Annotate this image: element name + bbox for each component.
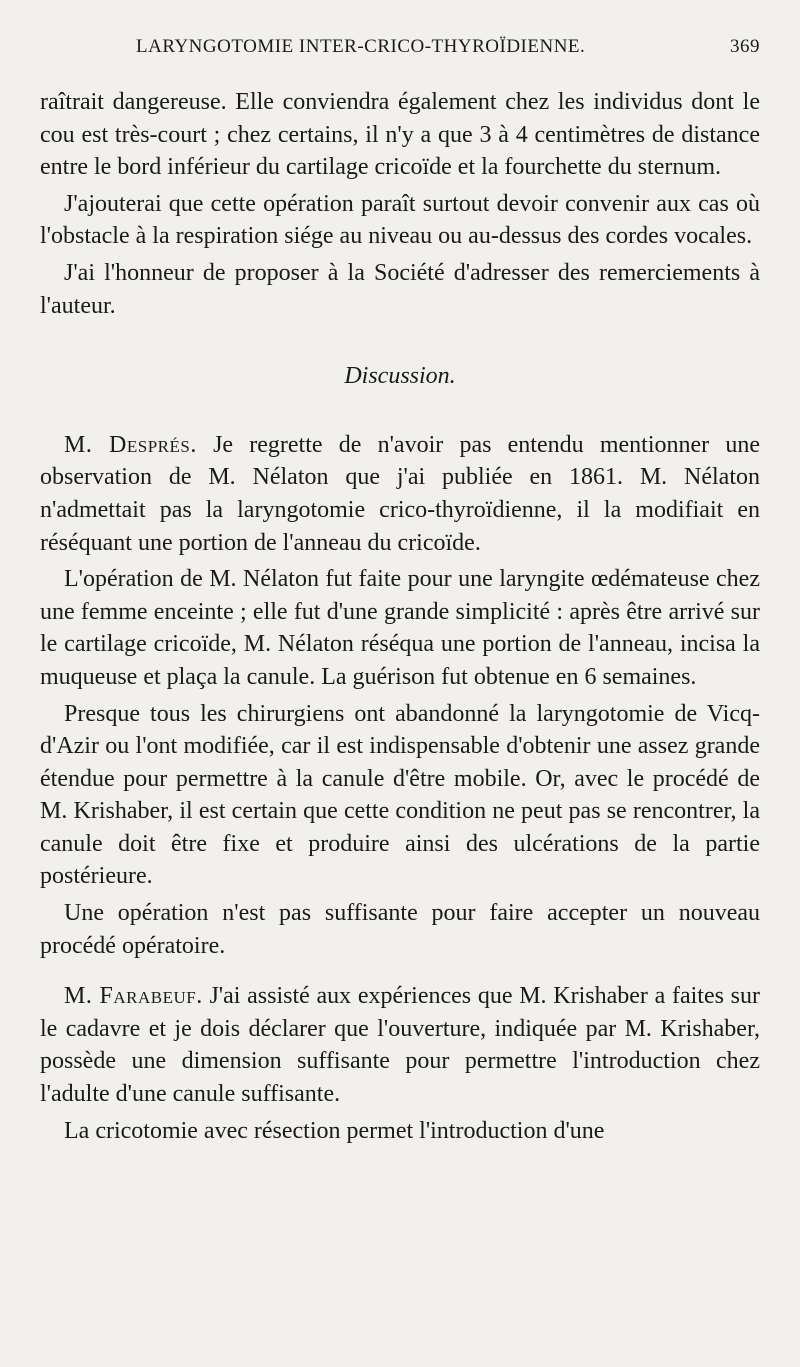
speaker-name: M. Farabeuf. [64,983,203,1010]
paragraph-despres [40,429,760,559]
paragraph-cricotomie: La cricotomie avec résection permet l'introduction d'une [64,1117,605,1144]
paragraph-continuation: raîtrait dangereuse. Elle conviendra également chez les individus dont le cou est très-court ; chez certains, il n'y a que 3 à 4 centimètres de distance entre le bord inférieur du cartilage cricoïde et la fourchette du sternum. [40,89,760,181]
paragraph-surgeons: Presque tous les chirurgiens ont abandonné la laryngotomie de Vicq-d'Azir ou l'ont modifiée, car il est indispensable d'obtenir une assez grande étendue pour permettre à la canule d'être mobile. Or, avec le procédé de M. Krishaber, il est certain que cette condition ne peut pas se rencontrer, la canule doit être fixe et produire ainsi des ulcérations de la partie postérieure. [40,700,760,890]
speaker-name: M. Després. [64,431,197,458]
body-text [40,86,760,1147]
paragraph-proposal: J'ai l'honneur de proposer à la Société d'adresser des remerciements à l'auteur. [40,259,760,319]
paragraph-nelaton-operation: L'opération de M. Nélaton fut faite pour une laryngite œdémateuse chez une femme enceinte ; elle fut d'une grande simplicité : après être arrivé sur le cartilage cricoïde, M. Nélaton réséqua une portion de l'anneau, incisa la muqueuse et plaça la canule. La guérison fut obtenue en 6 semaines. [40,566,760,690]
section-heading: Discussion. [344,363,456,390]
page-number: 369 [730,36,760,57]
paragraph-operation-suitability: J'ajouterai que cette opération paraît surtout devoir convenir aux cas où l'obstacle à la respiration siége au niveau ou au-dessus des cordes vocales. [40,190,760,250]
running-title: LARYNGOTOMIE INTER-CRICO-THYROÏDIENNE. [136,36,586,57]
speaker-remark: J'ai assisté aux expériences que M. Krishaber a faites sur le cadavre et je dois déclarer que l'ouverture, indiquée par M. Krishaber, possède une dimension suffisante pour permettre l'introduction chez l'adulte d'une canule suffisante. [40,983,760,1108]
paragraph-conclusion: Une opération n'est pas suffisante pour faire accepter un nouveau procédé opératoire. [40,900,760,959]
speaker-remark: Je regrette de n'avoir pas entendu mentionner une observation de M. Nélaton que j'ai publiée en 1861. M. Nélaton n'admettait pas la laryngotomie crico-thyroïdienne, il la modifiait en réséquant une portion de l'anneau du cricoïde. [40,431,760,556]
paragraph-farabeuf [40,980,760,1110]
running-head [40,36,760,64]
